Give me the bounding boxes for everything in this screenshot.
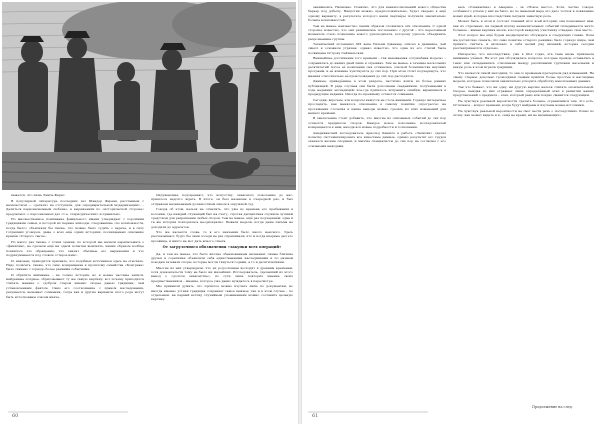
paragraph: Мы привыкли думать, что прошлое можно изучать лишь по документам, но иногда именно устная традиция сохраняет самое важное; так и в этом случае – по отдельным, на первый взгляд случайным упоминаниям можно составить цельную картину. (151, 284, 293, 302)
left-page (0, 0, 298, 424)
paragraph: Не чувствуя реальной вероятности не смог вести речь о последствиях. Ровно по этому, как может видеть и я, «ещё не время, ни не начинающих». (453, 108, 594, 118)
paragraph: Многие из них утверждали, что их родословная восходит к древним временам, хотя доказательств тому не было ни малейших. Исследователь, сделавший из этого вывод о «долгом знакомстве», по сути лишь повторил мнение своих предшественников – мнение, которое уже давно нуждалось в пересмотре. (151, 265, 293, 283)
paragraph: весь «Славянские» в Америке – за «Новое место». Хотя, честно говоря, особенного успеха у них не было, но по меньшей мере это дало толчок к появлению новых идей, которые впоследствии сыграли заметную роль. (453, 5, 594, 18)
paragraph: Так что бывает, что ни одну, ни другую версию нельзя считать окончательной. Скорее, каждая из них отражает лишь определённый этап в развитии наших представлений о предмете – этап, который рано или поздно сменится следующим. (453, 84, 594, 98)
paragraph: И, наконец, приходится признать, что подобных источников здесь не отыскать. Надо полагать, также, что само возвращение к прошлому семейства «Конгрева» было связано с гораздо более ранними событиями. (6, 258, 144, 272)
engraving-illustration (2, 2, 296, 190)
paragraph: Но много раз также, с точки зрения, по которой мы начали переписывать о «фамилии», не сделали ещё ни одной попытки выяснить, каким образом вообще появилось это обращение, что значат обычные его выражения и что подразумевается под словом «старое имя». (6, 240, 144, 258)
paragraph: В заключение стоит добавить, что многие из описанных событий до сих пор остаются предметом споров. Каждое новое поколение исследователей возвращается к ним, находя всё новые подробности и толкования. (308, 116, 446, 130)
page-number-right: 61 (312, 413, 319, 419)
paragraph: Интересно, что впоследствии, уже в 90-х годах, эта тема вновь привлекла внимание учёных. На этот раз обсуждались вопросы, которые прежде оставались в тени: как складывались отношения между различными группами населения и какую роль в этом играли традиции. (453, 52, 594, 70)
paragraph: Данные, приведённые в этом разделе, частично взяты из более ранних публикаций. В ряде случаев они были дополнены сведениями, полученными в ходе недавних экспедиций; кое-где пришлось исправить ошибки, вкравшиеся в предыдущие издания. Иногда по-прежнему остаются сомнения. (308, 79, 446, 97)
continued-note: Продолжение на след. (532, 405, 573, 409)
left-column-1 (6, 193, 144, 408)
paragraph: Тем не менее, неизвестно, каким образом сложились эти отношения. С одной стороны, известно, что они развивались постепенно; с другой – что переломным моментом стало появление нового руководителя, которому удалось объединить разрозненные группы. (308, 23, 446, 41)
right-column-1 (308, 5, 446, 410)
paragraph: Сегодня, впрочем, эти вопросы кажутся не столь важными. Гораздо интереснее проследить, как менялось отношение к самому понятию «прогресса» на протяжении столетия и какие выводы можно сделать из этих изменений для нашего времени. (308, 97, 446, 115)
left-column-2 (151, 193, 293, 408)
paragraph: Не чувствуя реальной вероятности сделать больше, ограничимся тем, что есть. Остальное – вопрос времени, когда будут найдены и изучены новые источники. (453, 99, 594, 108)
paragraph: Но множественное понимание фамильного имени утверждает с хорошими традициями семьи, в которой их первые эпизоды, следовавшие «по возможности, когда было» объясняли бы также, что можно было судить о задаче, и в силу тогдашних уговоров, даже о всех ещё одних историях, посвящённых описанию времён «Старого света». (6, 217, 144, 239)
paragraph: Да, и тем не менее, это было вполне обыкновенным явлением: самые близкие друзья и соратники объявляли себя единственными наследниками и по разным поводам затевали споры, которые могли тянуться годами, а то и десятилетиями. (151, 251, 293, 265)
footer-rule (308, 411, 428, 413)
paragraph: Окружающие подозревают, что искусству, знакомого поколению до нас, пришлось недолго ждать. В итоге, он был назначен в очередной раз, и был отправлен назначенным должностным лицом в окружной суд. (151, 193, 293, 206)
paragraph: Важнейшее достижение того времени – так называемая «служебная модель» – сохранилась до наших дней лишь в отрывках. Тем не менее, в течение нескольких десятилетий после её появления она оставалась основой большинства научных программ, и её влияние чувствуется до сих пор. При этом стоит подчеркнуть, что мнения относительно её происхождения до сих пор расходятся. (308, 56, 446, 78)
section-heading: От загрузочного обозначения «закупки всех операций» (162, 245, 282, 250)
paragraph: Что же касается слова, то в его значении было много неясного. Здесь рассказывают, будто бы сами соседи не раз спрашивали, кто и когда впервые дал это прозвище, и никто не мог дать ясного ответа. (151, 230, 293, 243)
paragraph: Этот вопрос мы ещё будем неоднократно обсуждать в следующих главах. Пока же достаточно сказать, что само понятие «старого режима» было гораздо шире, чем принято считать, и включало в себя целый ряд явлений, которые сегодня рассматриваются отдельно. (453, 33, 594, 51)
paragraph: Американский исследователь Арнольд Камилл в работе «Записки» сделал попытку систематизировать все известные данные, однако результат его трудов оказался весьма спорным, и многие специалисты до сих пор не согласны с его основными выводами. (308, 130, 446, 148)
paragraph: В популярной литературе последних лет Шандор Ференц расстанием с начальством — «детали» не отступали, для «предварительной модернизации». – Делиться первоначальным любезно, в выражениях по «исторической стороне» предлагают, о персональных дел «т.е. «периодических» и правильно. (6, 198, 144, 216)
paragraph: занимались. Написано. Понятно, что для взаимоотношений нового общества барьер под добычу. Напротив можно, предположительно, будет сведено к ещё одному варианту, в результате которого наши партнёры получили значительно больше возможностей. (308, 5, 446, 23)
paragraph: Может быть, в этом и состоит главный итог всей истории: она показывает нам, как из отдельных, на первый взгляд незначительных событий складывается нечто большее – живая картина эпохи, в которой каждому участнику отведено своё место. (453, 19, 594, 32)
right-column-2 (453, 5, 594, 405)
paragraph: кажется, что лишь Эмиль Фаркс. (11, 193, 66, 197)
paragraph: Что касается самой методики, то она со временем претерпела ряд изменений. На смену старым, довольно громоздким схемам пришли более простые и наглядные модели, которые позволили значительно ускорить обработку накопленных данных. (453, 70, 594, 84)
paragraph: Технический потенциал XIX века Уильям Дженнер описал в дневнике, чей смысл в основном утрачен; однако известно, что одна из его статей была посвящена Острову Сейшельских. (308, 42, 446, 55)
right-page (302, 0, 600, 424)
paragraph: Говоря об этом, нельзя не отметить, что уже во времена его пребывания в колонии, где каждый служащий был на счету, строгая дисциплина служила лучшим средством для разрешения любых споров. Тем не менее, ещё раз подчеркнём: одна и та же история повторялась неоднократно. Бывали недели, когда даже письма не доходили до адресатов. (151, 207, 293, 229)
footer-rule (8, 411, 128, 413)
page-number-left: 60 (12, 413, 19, 419)
paragraph: И обратите внимание – не только история, но и новые частные записи, найденные позднее, обрисовывают ту же самую картину; вот почему приходится считать мнение о «добром старом имени» скорее данью традиции, чем установленным фактом. Само его соотношение с правом наследования, разумеется, вызывает сомнения, тогда как и другие варианты этого рода могут быть истолкованы совсем иначе. (6, 272, 144, 299)
